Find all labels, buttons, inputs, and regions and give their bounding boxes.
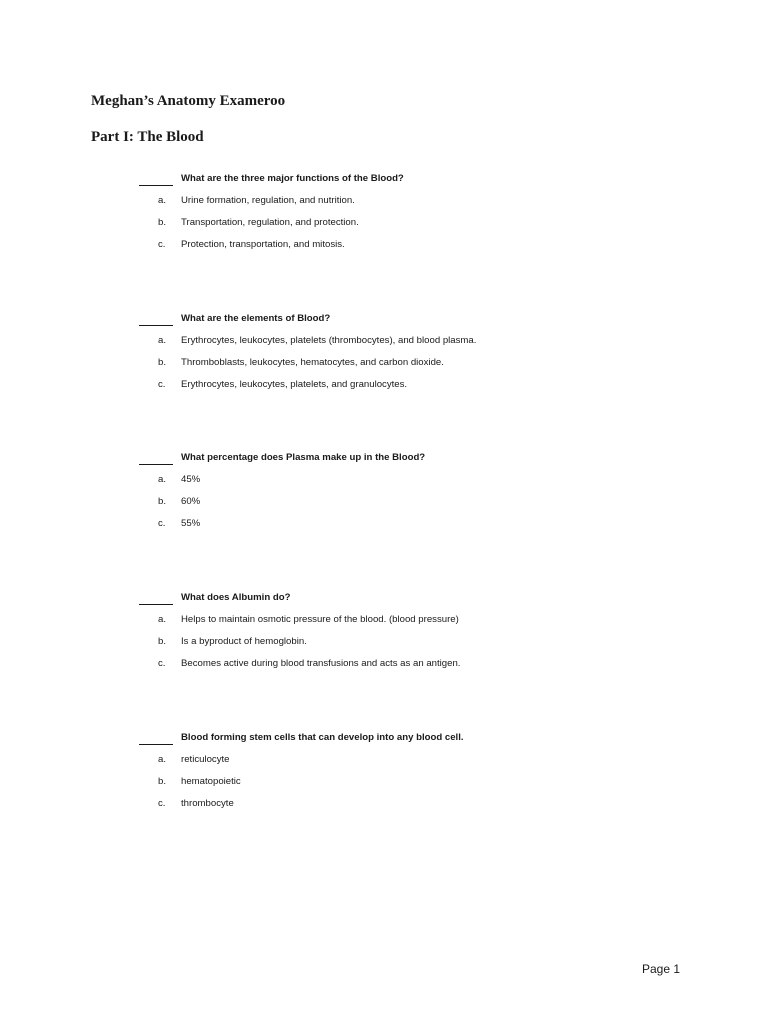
option-text: Erythrocytes, leukocytes, platelets, and granulocytes. — [181, 379, 408, 390]
option-letter: c. — [158, 658, 166, 669]
option-letter: a. — [158, 195, 167, 206]
option-b — [0, 776, 768, 798]
option-text: 60% — [181, 496, 201, 507]
answer-blank[interactable] — [139, 325, 173, 326]
option-text: hematopoietic — [181, 776, 241, 787]
page-number: Page 1 — [642, 962, 681, 976]
question-row — [0, 173, 768, 189]
part-title: Part I: The Blood — [91, 129, 204, 145]
option-text: Thromboblasts, leukocytes, hematocytes, and carbon dioxide. — [181, 357, 444, 368]
option-list — [0, 754, 768, 820]
option-c — [0, 798, 768, 820]
option-a — [0, 195, 768, 217]
option-text: Helps to maintain osmotic pressure of the blood. (blood pressure) — [181, 614, 459, 625]
question-row — [0, 313, 768, 329]
option-list — [0, 195, 768, 261]
question-row — [0, 592, 768, 608]
question-text: Blood forming stem cells that can develop into any blood cell. — [181, 732, 464, 743]
question-row — [0, 452, 768, 468]
option-letter: a. — [158, 474, 167, 485]
question-5 — [0, 732, 768, 809]
answer-blank[interactable] — [139, 185, 173, 186]
option-list — [0, 335, 768, 401]
option-c — [0, 379, 768, 401]
answer-blank[interactable] — [139, 604, 173, 605]
question-4 — [0, 592, 768, 669]
question-text: What does Albumin do? — [181, 592, 291, 603]
option-letter: b. — [158, 217, 167, 228]
option-b — [0, 636, 768, 658]
option-b — [0, 496, 768, 518]
option-text: 55% — [181, 518, 201, 529]
option-list — [0, 474, 768, 540]
option-letter: c. — [158, 379, 166, 390]
option-text: thrombocyte — [181, 798, 234, 809]
question-2 — [0, 313, 768, 390]
option-text: Becomes active during blood transfusions and acts as an antigen. — [181, 658, 461, 669]
option-text: 45% — [181, 474, 201, 485]
option-letter: a. — [158, 614, 167, 625]
option-a — [0, 614, 768, 636]
option-letter: c. — [158, 239, 166, 250]
option-text: Urine formation, regulation, and nutrition. — [181, 195, 355, 206]
option-list — [0, 614, 768, 680]
option-a — [0, 754, 768, 776]
question-1 — [0, 173, 768, 250]
option-text: reticulocyte — [181, 754, 230, 765]
question-text: What are the three major functions of the Blood? — [181, 173, 404, 184]
option-text: Is a byproduct of hemoglobin. — [181, 636, 307, 647]
option-letter: a. — [158, 335, 167, 346]
option-letter: a. — [158, 754, 167, 765]
option-b — [0, 217, 768, 239]
option-letter: c. — [158, 518, 166, 529]
question-row — [0, 732, 768, 748]
option-letter: b. — [158, 496, 167, 507]
question-3 — [0, 452, 768, 529]
question-text: What percentage does Plasma make up in the Blood? — [181, 452, 426, 463]
answer-blank[interactable] — [139, 464, 173, 465]
option-text: Protection, transportation, and mitosis. — [181, 239, 345, 250]
option-a — [0, 474, 768, 496]
option-letter: b. — [158, 776, 167, 787]
option-letter: b. — [158, 636, 167, 647]
question-text: What are the elements of Blood? — [181, 313, 331, 324]
answer-blank[interactable] — [139, 744, 173, 745]
document-title: Meghan’s Anatomy Exameroo — [91, 93, 286, 109]
option-c — [0, 239, 768, 261]
option-c — [0, 658, 768, 680]
option-c — [0, 518, 768, 540]
option-a — [0, 335, 768, 357]
option-letter: b. — [158, 357, 167, 368]
option-text: Transportation, regulation, and protection. — [181, 217, 359, 228]
option-letter: c. — [158, 798, 166, 809]
option-text: Erythrocytes, leukocytes, platelets (thrombocytes), and blood plasma. — [181, 335, 477, 346]
option-b — [0, 357, 768, 379]
